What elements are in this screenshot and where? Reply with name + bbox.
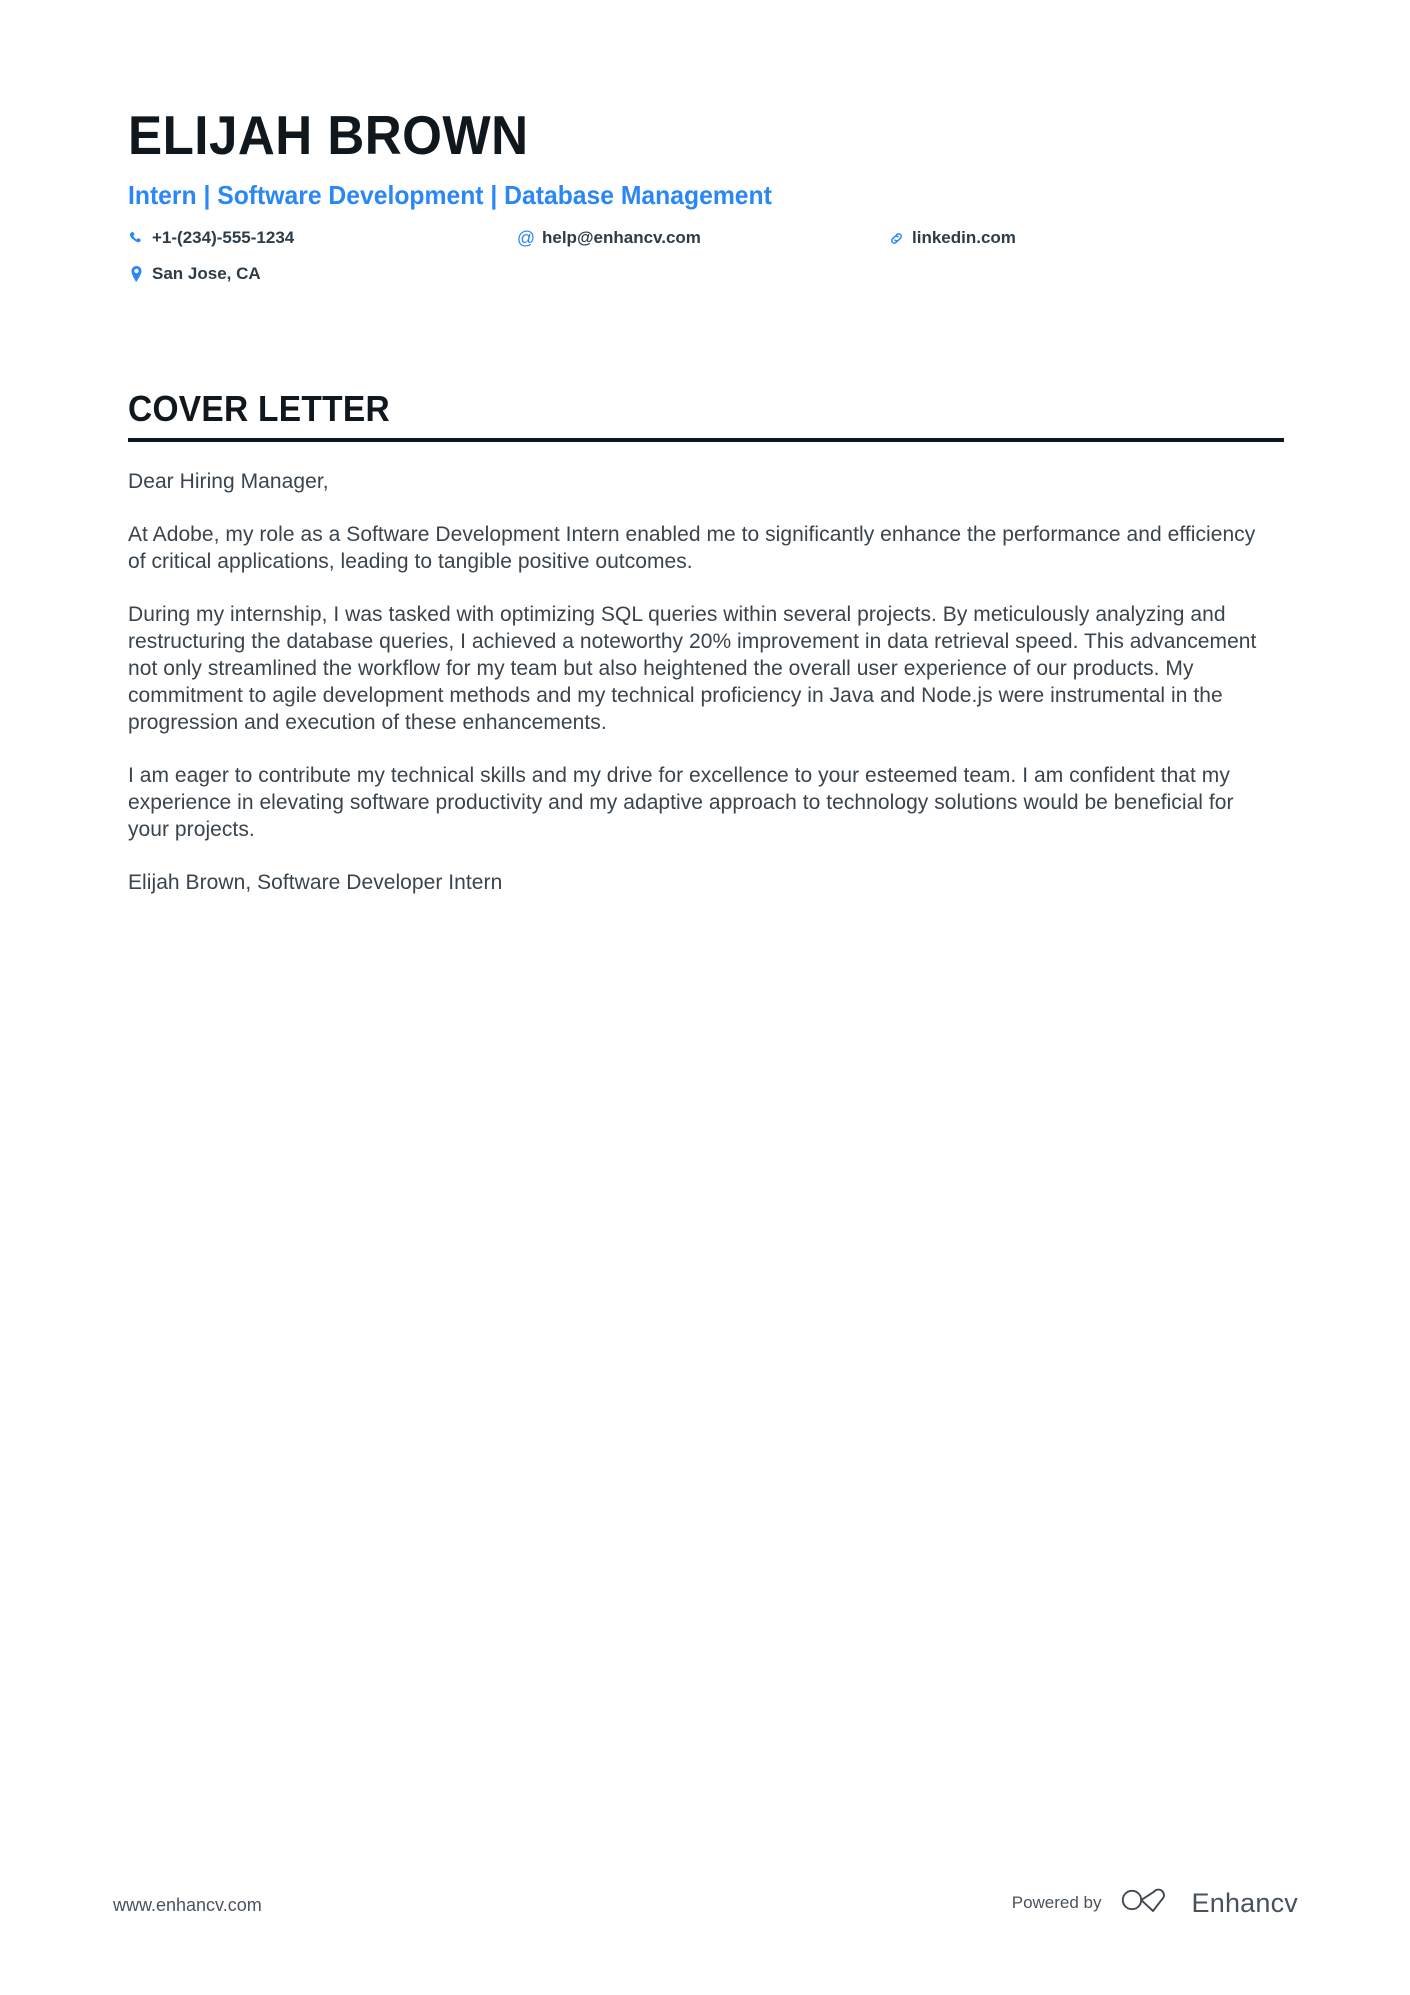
- contact-phone[interactable]: [128, 228, 518, 248]
- letter-body: [128, 468, 1278, 896]
- powered-by-label: Powered by: [1011, 1892, 1102, 1912]
- footer-branding: [1012, 1887, 1298, 1918]
- letter-signature: Elijah Brown, Software Developer Intern: [128, 871, 503, 894]
- contact-location: [128, 264, 518, 284]
- phone-icon: [128, 229, 144, 247]
- cover-letter-section: [128, 388, 1284, 896]
- letter-paragraph-3: I am eager to contribute my technical skills and my drive for excellence to your esteemed team. I am confident that my experience in elevating software productivity and my adaptive approach to technology solutions would be beneficial for your projects.: [128, 764, 1234, 841]
- footer-website-link[interactable]: www.enhancv.com: [113, 1895, 262, 1915]
- section-divider: [128, 438, 1284, 442]
- contact-email-text: help@enhancv.com: [542, 228, 701, 247]
- contact-linkedin-text: linkedin.com: [912, 228, 1016, 247]
- contact-row-1: [128, 228, 1128, 264]
- contact-linkedin[interactable]: [888, 228, 1128, 248]
- document-footer: [0, 1885, 1410, 1925]
- letter-salutation: Dear Hiring Manager,: [128, 470, 329, 493]
- candidate-name: ELIJAH BROWN: [128, 104, 529, 166]
- enhancv-logo-icon: [1120, 1887, 1174, 1918]
- section-title: COVER LETTER: [128, 388, 390, 429]
- at-icon: @: [516, 228, 536, 248]
- letter-paragraph-2: During my internship, I was tasked with optimizing SQL queries within several projects. By meticulously analyzing and restructuring the database queries, I achieved a noteworthy 20% improvement in data retrieval speed. This advancement not only streamlined the workflow for my team but also heightened the overall user experience of our products. My commitment to agile development methods and my technical proficiency in Java and Node.js were instrumental in the progression and execution of these enhancements.: [128, 603, 1257, 734]
- contact-location-text: San Jose, CA: [152, 264, 261, 283]
- location-icon: [128, 265, 144, 283]
- contact-row-2: [128, 264, 1128, 300]
- candidate-headline: Intern | Software Development | Database Management: [128, 180, 772, 210]
- contact-email[interactable]: [518, 228, 888, 248]
- letter-paragraph-1: At Adobe, my role as a Software Development Intern enabled me to significantly enhance the performance and efficiency of critical applications, leading to tangible positive outcomes.: [128, 523, 1256, 573]
- contact-phone-text: +1-(234)-555-1234: [152, 228, 295, 247]
- document-header: [128, 104, 1278, 300]
- enhancv-brand-name: Enhancv: [1191, 1887, 1298, 1918]
- link-icon: [888, 229, 904, 247]
- contact-info: [128, 228, 1128, 300]
